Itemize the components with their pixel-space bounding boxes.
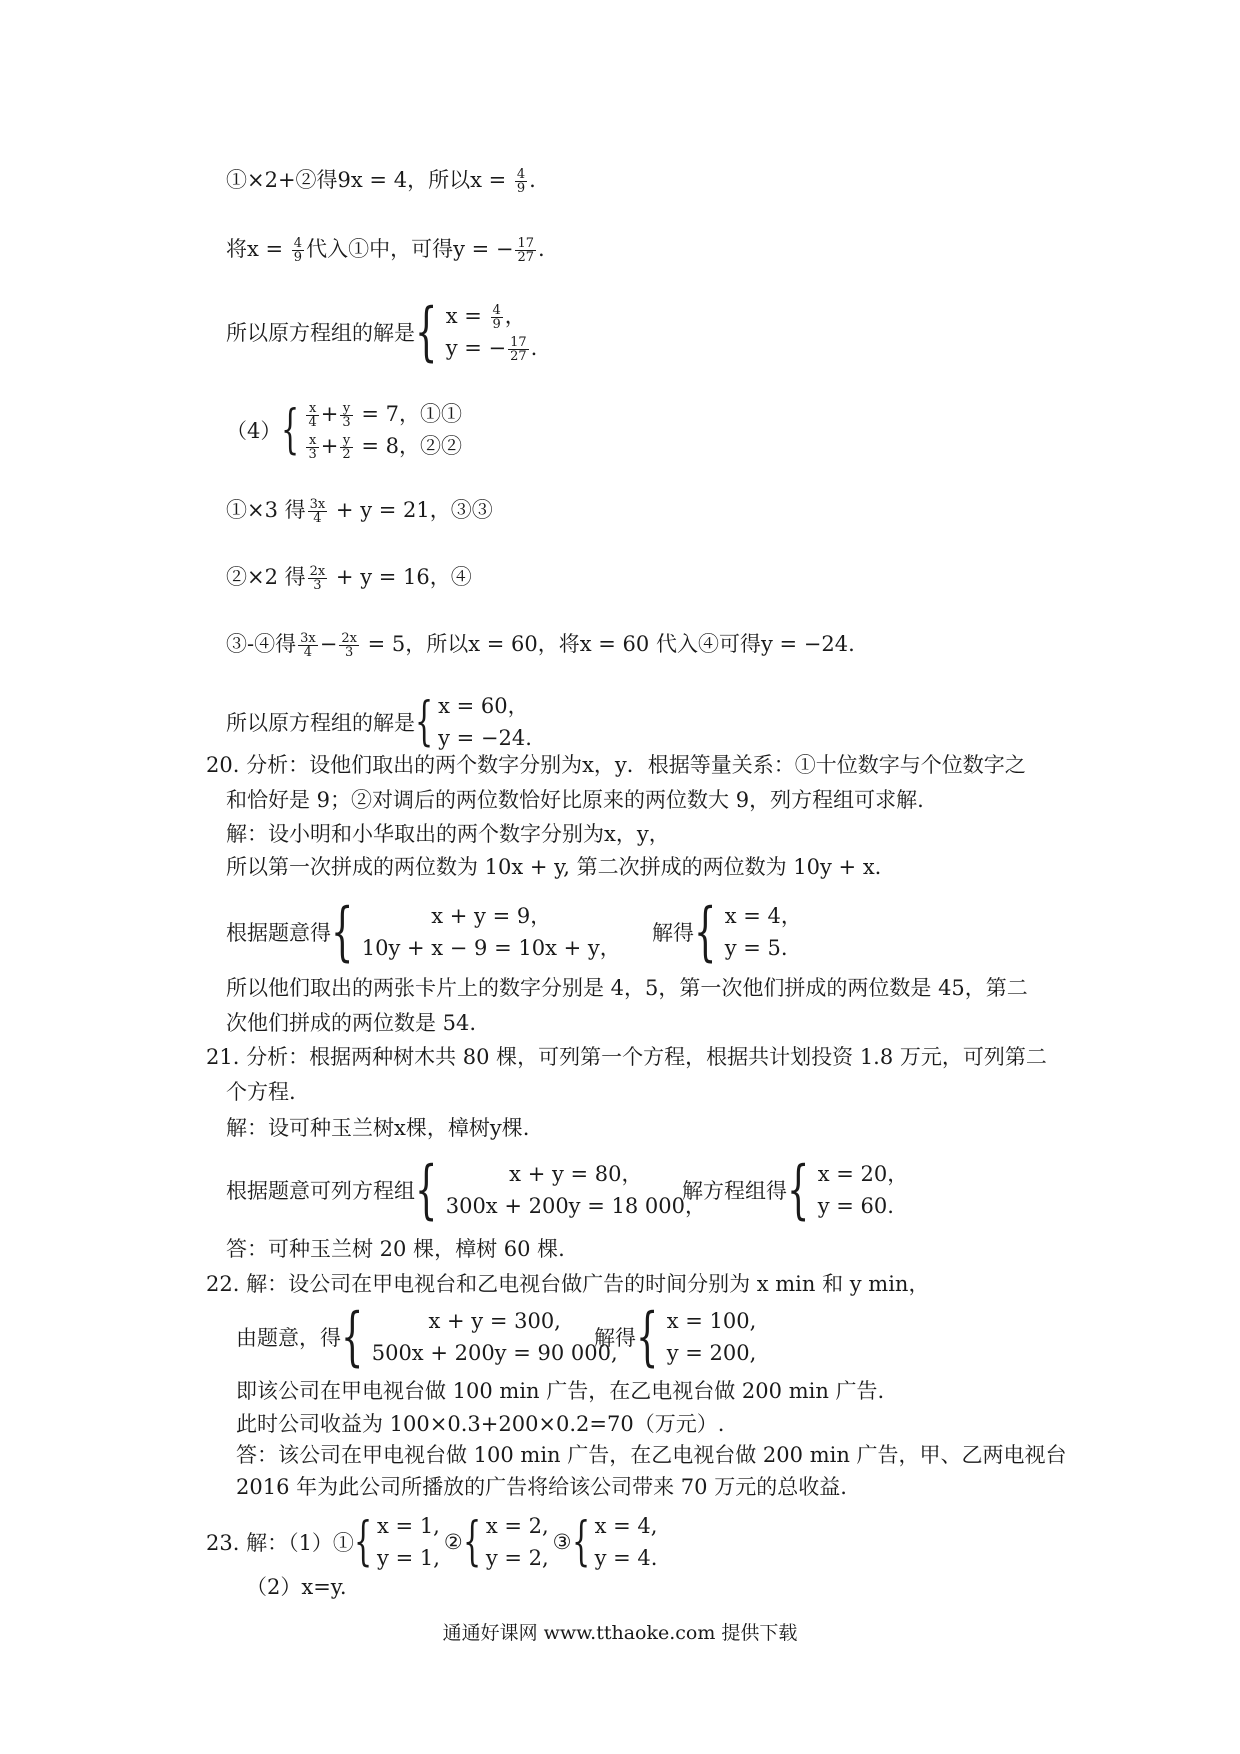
q21-line1: 21. 分析：根据两种树木共 80 棵，可列第一个方程，根据共计划投资 1.8 万元，可列第二	[206, 1045, 1047, 1069]
q19-final-system: 所以原方程组的解是 { x = 60， y = −24.	[226, 692, 532, 752]
brace: {	[415, 1153, 438, 1227]
fraction: $\frac{4}{9}$	[516, 167, 526, 196]
q22-line3: 此时公司收益为 100×0.3+200×0.2=70（万元）.	[236, 1412, 725, 1436]
q19-step2: ②×2 得 $\frac{2x}{3}$ + y = 16，④	[226, 564, 472, 593]
q19-step3: ③-④得 $\frac{3x}{4}$ − $\frac{2x}{3}$ = 5，所以x = 60，将x = 60 代入④可得y = −24.	[226, 631, 855, 660]
brace: {	[636, 1300, 659, 1374]
q19-step1: ①×3 得 $\frac{3x}{4}$ + y = 21，③③	[226, 497, 493, 526]
q21-equation-system: 根据题意可列方程组 { x + y = 80， 300x + 200y = 18 000，	[226, 1153, 706, 1227]
q21-line2: 个方程.	[226, 1080, 296, 1104]
brace: {	[787, 1153, 810, 1227]
brace: {	[281, 400, 300, 460]
brace: {	[694, 895, 717, 969]
brace: {	[415, 295, 438, 369]
q20-equation-system: 根据题意得 { x + y = 9， 10y + x − 9 = 10x + y，	[226, 895, 621, 969]
q20-line3: 解：设小明和小华取出的两个数字分别为x，y，	[226, 822, 670, 846]
q21-solution-system: 解方程组得 { x = 20， y = 60.	[682, 1153, 909, 1227]
q19-part4-system: （4） { $\frac{x}{4}$ + $\frac{y}{3}$ = 7，①① $\frac{x}{3}$ + $\frac{y}{2}$ = 8，②②	[226, 400, 462, 462]
q22-line5: 2016 年为此公司所播放的广告将给该公司带来 70 万元的总收益.	[236, 1475, 847, 1499]
q19-line2: 将x = $\frac{4}{9}$ 代入①中，可得y = − $\frac{17}{27}$ .	[226, 236, 545, 265]
fraction: $\frac{17}{27}$	[517, 236, 535, 265]
q22-line1: 22. 解：设公司在甲电视台和乙电视台做广告的时间分别为 x min 和 y min，	[206, 1272, 930, 1296]
q20-line1: 20. 分析：设他们取出的两个数字分别为x，y．根据等量关系：①十位数字与个位数字之	[206, 753, 1026, 777]
q23-part1: 23. 解：（1）① { x = 1, y = 1, ② { x = 2, y = 2, ③ { x = 4, y = 4.	[206, 1512, 658, 1572]
brace: {	[341, 1300, 364, 1374]
brace: {	[462, 1512, 481, 1572]
q21-answer: 答：可种玉兰树 20 棵，樟树 60 棵.	[226, 1237, 565, 1261]
brace: {	[331, 895, 354, 969]
q20-line2: 和恰好是 9；②对调后的两位数恰好比原来的两位数大 9，列方程组可求解.	[226, 788, 924, 812]
q20-line6: 次他们拼成的两位数是 54.	[226, 1011, 477, 1035]
q22-line4: 答：该公司在甲电视台做 100 min 广告，在乙电视台做 200 min 广告，甲、乙两电视台	[236, 1443, 1067, 1467]
brace: {	[571, 1512, 590, 1572]
q22-line2: 即该公司在甲电视台做 100 min 广告，在乙电视台做 200 min 广告.	[236, 1379, 885, 1403]
q22-solution-system: 解得 { x = 100, y = 200,	[594, 1300, 757, 1374]
q21-line3: 解：设可种玉兰树x棵，樟树y棵.	[226, 1116, 530, 1140]
brace: {	[353, 1512, 373, 1572]
q22-equation-system: 由题意，得 { x + y = 300, 500x + 200y = 90 000,	[236, 1300, 618, 1374]
page-footer: 通通好课网 www.tthaoke.com 提供下载	[442, 1622, 798, 1644]
q23-part2: （2）x=y.	[246, 1575, 347, 1599]
q19-solution-system: 所以原方程组的解是 { x = $\frac{4}{9}$ ， y = − $\frac{17}{27}$ .	[226, 295, 538, 369]
q20-line5: 所以他们取出的两张卡片上的数字分别是 4，5，第一次他们拼成的两位数是 45，第二	[226, 976, 1028, 1000]
q20-solution-system: 解得 { x = 4， y = 5.	[652, 895, 802, 969]
q20-line4: 所以第一次拼成的两位数为 10x + y, 第二次拼成的两位数为 10y + x.	[226, 855, 882, 879]
q19-line1: ①×2+②得9x = 4，所以x = $\frac{4}{9}$ .	[226, 167, 536, 196]
fraction: $\frac{4}{9}$	[293, 236, 303, 265]
brace: {	[415, 692, 434, 752]
